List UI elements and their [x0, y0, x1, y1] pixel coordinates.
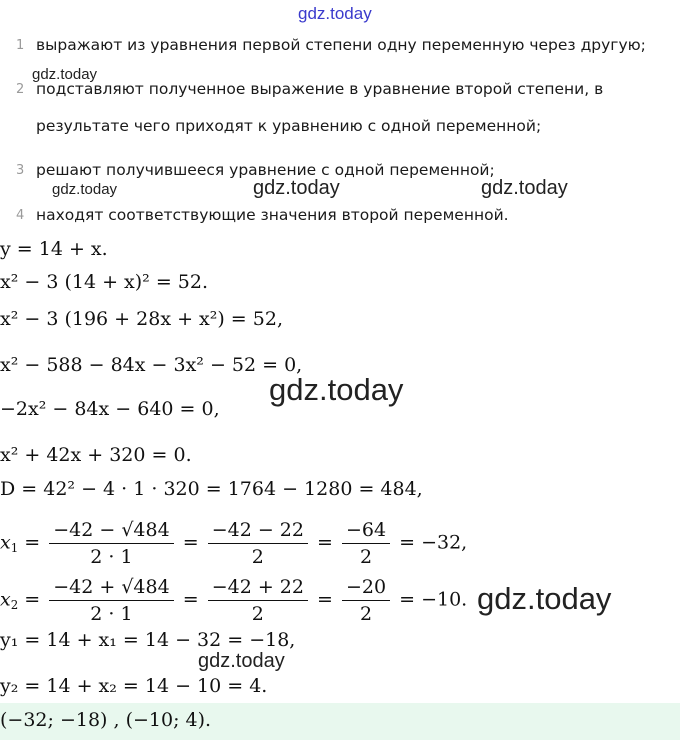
step-number: 3 — [16, 163, 25, 178]
step-number: 2 — [16, 82, 25, 97]
fraction-numerator: −42 − √484 — [49, 519, 173, 544]
watermark: gdz.today — [477, 581, 612, 616]
fraction-numerator: −42 + 22 — [208, 576, 308, 601]
watermark: gdz.today — [52, 181, 118, 198]
root-x2-line: $x_2$ = $\frac{-42 + √484}{2 \cdot 1}$ = $\frac{-42 + 22}{2}$ = $\frac{-20}{2}$ = −10. — [0, 576, 468, 625]
result: = −10. — [399, 588, 468, 611]
math-line: −2x² − 84x − 640 = 0, — [0, 398, 220, 420]
watermark: gdz.today — [298, 4, 372, 23]
fraction-denominator: 2 · 1 — [90, 546, 133, 568]
math-line: y = 14 + x. — [0, 238, 108, 260]
fraction-denominator: 2 — [251, 546, 264, 568]
fraction-denominator: 2 · 1 — [90, 603, 133, 625]
step-number: 1 — [16, 38, 25, 53]
fraction-denominator: 2 — [251, 603, 264, 625]
fraction — [342, 519, 390, 568]
math-line: x² + 42x + 320 = 0. — [0, 444, 192, 466]
step-number: 4 — [16, 208, 25, 223]
step-text: результате чего приходят к уравнению с одной переменной; — [36, 117, 542, 135]
step-text: находят соответствующие значения второй переменной. — [36, 206, 509, 224]
watermark: gdz.today — [32, 66, 98, 83]
fraction-numerator: −42 − 22 — [208, 519, 308, 544]
fraction-denominator: 2 — [359, 603, 373, 625]
fraction-numerator: −20 — [342, 576, 390, 601]
root-x1-line: $x_1$ = $\frac{-42 - √484}{2 \cdot 1}$ = $\frac{-42 - 22}{2}$ = $\frac{-64}{2}$ = −32, — [0, 519, 468, 568]
step-text: выражают из уравнения первой степени одну переменную через другую; — [36, 36, 646, 54]
result: = −32, — [399, 531, 468, 554]
answer-text: (−32; −18) , (−10; 4). — [0, 709, 212, 731]
answer-band — [0, 703, 680, 740]
fraction-denominator: 2 — [359, 546, 373, 568]
fraction — [49, 519, 173, 568]
fraction-numerator: −64 — [342, 519, 390, 544]
fraction-numerator: −42 + √484 — [49, 576, 173, 601]
fraction — [49, 576, 173, 625]
watermark: gdz.today — [198, 650, 285, 672]
math-line: D = 42² − 4 · 1 · 320 = 1764 − 1280 = 484, — [0, 478, 423, 500]
watermark: gdz.today — [269, 372, 404, 407]
fraction — [342, 576, 390, 625]
math-line: x² − 3 (14 + x)² = 52. — [0, 271, 209, 293]
fraction — [208, 576, 308, 625]
watermark: gdz.today — [253, 177, 340, 199]
step-text: решают получившееся уравнение с одной переменной; — [36, 161, 495, 179]
math-line: x² − 3 (196 + 28x + x²) = 52, — [0, 308, 283, 330]
math-line: y₂ = 14 + x₂ = 14 − 10 = 4. — [0, 675, 268, 697]
step-text: подставляют полученное выражение в уравнение второй степени, в — [36, 80, 604, 98]
math-line: y₁ = 14 + x₁ = 14 − 32 = −18, — [0, 629, 296, 651]
fraction — [208, 519, 308, 568]
watermark: gdz.today — [481, 177, 568, 199]
math-line: x² − 588 − 84x − 3x² − 52 = 0, — [0, 354, 303, 376]
